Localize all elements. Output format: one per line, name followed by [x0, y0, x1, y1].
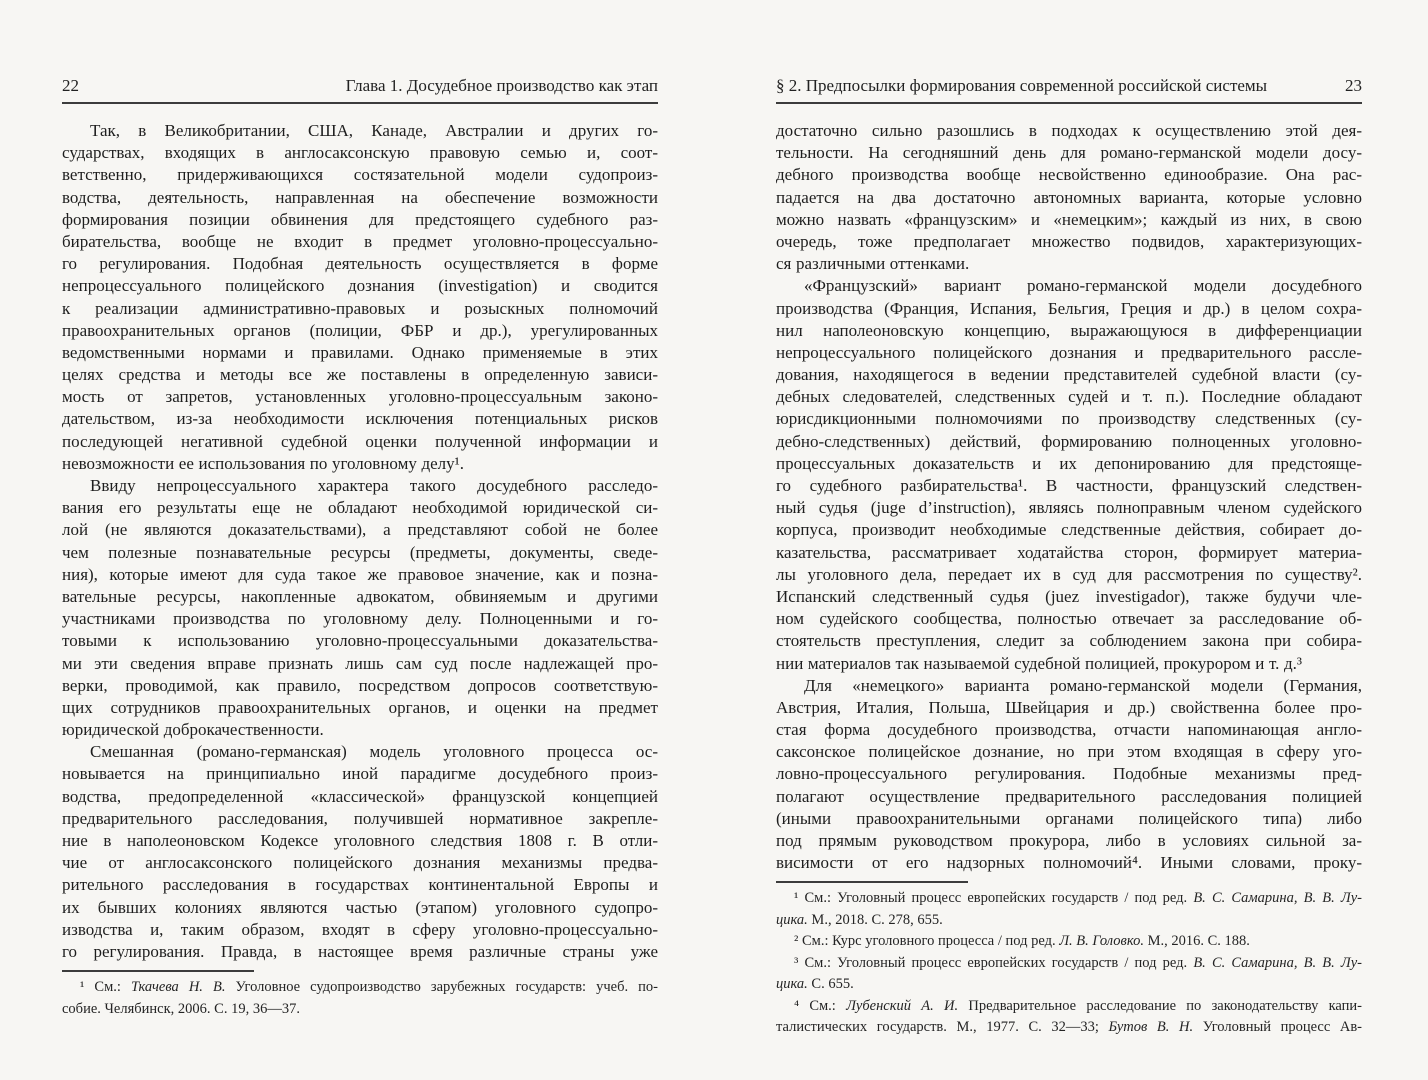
- footnote-rule-left: [62, 970, 254, 972]
- header-rule-right: [776, 102, 1362, 104]
- text-line: достаточно сильно разошлись в подходах к осуществлению этой дея-: [776, 121, 1362, 140]
- text-line: целях средства и методы все же поставлены в определенную зависи-: [62, 365, 658, 385]
- text-line: лы уголовного дела, передает их в суд для рассмотрения по существу².: [776, 564, 1362, 584]
- text-line: ние в наполеоновском Кодексе уголовного следствия 1808 г. В отли-: [62, 831, 658, 850]
- footnote-line: [776, 974, 1362, 996]
- footnote-segment: ³ См.: Уголовный процесс европейских государств / под ред.: [794, 954, 1194, 971]
- footnote-line: [62, 999, 658, 1021]
- text-line: новывается на принципиально иной парадигме досудебного произ-: [62, 764, 658, 784]
- footnote-italic-segment: Л. В. Головко.: [1059, 933, 1144, 950]
- text-line: можно назвать «французским» и «немецким»; каждый из них, в свою: [776, 209, 1362, 229]
- footnote-line: [776, 953, 1362, 975]
- text-line: правоохранительных органов (полиции, ФБР и др.), урегулированных: [62, 320, 658, 340]
- text-line: изводства и, таким образом, входят в сферу уголовно-процессуально-: [62, 919, 658, 939]
- footnotes-left: [62, 977, 658, 1020]
- text-line: участниками производства по уголовному делу. Полноценными и го-: [62, 609, 658, 629]
- text-line: непроцессуального полицейского дознания и предварительного рассле-: [776, 342, 1362, 362]
- text-line: Для «немецкого» варианта романо-германской модели (Германия,: [804, 675, 1362, 695]
- footnote-segment: собие. Челябинск, 2006. С. 19, 36—37.: [62, 1000, 300, 1017]
- text-line: юрисдикционными полномочиями по производству следственных (су-: [776, 409, 1362, 429]
- text-line: Смешанная (романо-германская) модель уголовного процесса ос-: [90, 742, 658, 762]
- footnote-italic-segment: В. С. Самарина, В. В. Лу-: [1193, 954, 1362, 971]
- footnote-line: [776, 888, 1362, 910]
- text-line: последующей негативной судебной оценки полученной информации и: [62, 431, 658, 451]
- text-line: го судебного разбирательства¹. В частности, французский следствен-: [776, 476, 1362, 495]
- text-line: ведомственными нормами и правилами. Однако применяемые в этих: [62, 342, 658, 362]
- text-line: Так, в Великобритании, США, Канаде, Австралии и других го-: [90, 121, 658, 140]
- text-line: под прямым руководством прокурора, либо в условиях сильной за-: [776, 831, 1362, 850]
- footnote-italic-segment: Бутов В. Н.: [1108, 1019, 1194, 1036]
- page-number-right: 23: [1345, 76, 1362, 95]
- footnote-italic-segment: В. С. Самарина, В. В. Лу-: [1193, 890, 1362, 907]
- running-title-right: § 2. Предпосылки формирования современной российской системы: [776, 76, 1268, 95]
- footnote-segment: талистических государств. М., 1977. С. 32—33;: [776, 1019, 1109, 1036]
- text-line: ный судья (juge d’instruction), являясь полноправным членом судейского: [776, 498, 1362, 518]
- footnote-line: [776, 931, 1362, 953]
- text-line: стая форма досудебного производства, отчасти напоминающая англо-: [776, 720, 1362, 740]
- page-number-left: 22: [62, 76, 79, 95]
- text-line: чем полезные познавательные ресурсы (предметы, документы, сведе-: [62, 542, 658, 562]
- text-line: саксонское полицейское дознание, но при этом входящая в сферу уго-: [776, 742, 1362, 762]
- text-line: висимости от его надзорных полномочий⁴. Иными словами, проку-: [776, 853, 1362, 873]
- text-line: процессуальных доказательств и их депонированию для предстояще-: [776, 453, 1362, 473]
- text-line: Испанский следственный судья (juez investigador), также будучи чле-: [776, 586, 1362, 606]
- text-line: ся различными оттенками.: [776, 254, 970, 274]
- text-line: дебных следователей, следственных судей и т. п.). Последние обладают: [776, 387, 1362, 407]
- page-right-header: [776, 76, 1362, 96]
- body-text-left: [62, 120, 658, 963]
- text-line: невозможности ее использования по уголовному делу¹.: [62, 453, 464, 473]
- footnote-italic-segment: цика.: [776, 976, 812, 993]
- footnote-line: [776, 996, 1362, 1018]
- text-line: стоятельств преступления, следит за соблюдением закона при собира-: [776, 631, 1362, 651]
- text-line: падается на два достаточно автономных варианта, которые условно: [776, 187, 1362, 207]
- text-line: нии материалов так называемой судебной полицией, прокурором и т. д.³: [776, 653, 1302, 673]
- footnote-line: [776, 910, 1362, 932]
- page-left: [62, 76, 658, 1020]
- text-line: рительного расследования в государствах континентальной Европы и: [62, 875, 658, 895]
- text-line: верки, проводимой, как правило, посредством допросов соответствую-: [62, 675, 658, 695]
- text-line: формирования позиции обвинения для предстоящего судебного раз-: [62, 209, 658, 229]
- text-line: водства, деятельность, направленная на обеспечение возможности: [62, 187, 658, 207]
- text-line: очередь, тоже предполагает множество подвидов, характеризующих-: [776, 231, 1362, 251]
- text-line: дования, находящегося в ведении представителей судебной власти (су-: [776, 365, 1362, 385]
- footnote-segment: Уголовный процесс Ав-: [1193, 1019, 1362, 1036]
- text-line: го регулирования. Правда, в настоящее время различные страны уже: [62, 941, 658, 961]
- footnote-segment: С. 655.: [811, 976, 854, 993]
- text-line: лой (не являются доказательствами), а представляют собой не более: [62, 520, 658, 540]
- footnote-segment: Уголовное судопроизводство зарубежных государств: учеб. по-: [225, 979, 658, 996]
- page-left-header: [62, 76, 658, 96]
- footnote-segment: М., 2018. С. 278, 655.: [811, 911, 943, 928]
- text-line: дебного производства вообще несвойственно единообразие. Она рас-: [776, 165, 1362, 185]
- text-line: ми эти сведения вправе признать лишь сам суд после надлежащей про-: [62, 653, 658, 673]
- running-title-left: Глава 1. Досудебное производство как этап: [345, 76, 658, 95]
- text-line: тельности. На сегодняшний день для романо-германской модели досу-: [776, 143, 1362, 163]
- text-line: дательством, из-за необходимости исключения потенциальных рисков: [62, 409, 658, 429]
- text-line: казательства, рассматривает ходатайства сторон, формирует материа-: [776, 542, 1362, 562]
- text-line: Ввиду непроцессуального характера такого досудебного расследо-: [90, 476, 658, 495]
- page-right: [776, 76, 1362, 1039]
- text-line: щих сотрудников правоохранительных органов, и оценки на предмет: [62, 697, 658, 717]
- text-line: «Французский» вариант романо-германской модели досудебного: [804, 276, 1362, 296]
- text-line: го регулирования. Подобная деятельность осуществляется в форме: [62, 254, 658, 274]
- text-line: вательные ресурсы, накопленные адвокатом, обвиняемым и другими: [62, 586, 658, 606]
- text-line: вания его результаты еще не обладают необходимой юридической си-: [62, 498, 658, 518]
- text-line: непроцессуального полицейского дознания (investigation) и сводится: [62, 276, 658, 296]
- footnotes-right: [776, 888, 1362, 1039]
- text-line: корпуса, производит необходимые следственные действия, собирает до-: [776, 520, 1362, 540]
- footnote-segment: Предварительное расследование по законодательству капи-: [958, 997, 1362, 1014]
- text-line: бирательства, вообще не входит в предмет уголовно-процессуально-: [62, 231, 658, 251]
- text-line: ном судейского сообщества, полностью отвечает за расследование об-: [776, 609, 1362, 629]
- text-line: дебно-следственных) действий, формированию полноценных уголовно-: [776, 431, 1362, 451]
- text-line: (иными правоохранительными органами полицейского типа) либо: [776, 808, 1362, 828]
- footnote-line: [776, 1017, 1362, 1039]
- footnote-line: [62, 977, 658, 999]
- text-line: ветственно, придерживающихся состязательной модели судопроиз-: [62, 165, 658, 185]
- text-line: сударствах, входящих в англосаксонскую правовую семью и, соот-: [62, 143, 658, 163]
- text-line: нил наполеоновскую концепцию, выражающуюся в дифференциации: [776, 320, 1362, 340]
- footnote-segment: ² См.: Курс уголовного процесса / под ред.: [794, 933, 1060, 950]
- body-text-right: [776, 120, 1362, 874]
- text-line: чие от англосаксонского полицейского дознания механизмы предва-: [62, 853, 658, 873]
- text-line: водства, предопределенной «классической» французской концепцией: [62, 786, 658, 806]
- text-line: к реализации административно-правовых и розыскных полномочий: [62, 298, 658, 318]
- footnote-italic-segment: Лубенский А. И.: [846, 997, 959, 1014]
- footnote-segment: ¹ См.: Уголовный процесс европейских государств / под ред.: [794, 890, 1194, 907]
- footnote-italic-segment: Ткачева Н. В.: [130, 979, 226, 996]
- footnote-segment: М., 2016. С. 188.: [1143, 933, 1250, 950]
- footnote-rule-right: [776, 881, 968, 883]
- text-line: их бывших колониях являются частью (этапом) уголовного судопро-: [62, 897, 658, 917]
- text-line: предварительного расследования, получившей нормативное закрепле-: [62, 808, 658, 828]
- text-line: полагают осуществление предварительного расследования полицией: [776, 786, 1362, 806]
- text-line: Австрия, Италия, Польша, Швейцария и др.) свойственна более про-: [776, 697, 1362, 717]
- text-line: ловно-процессуального регулирования. Подобные механизмы пред-: [776, 764, 1362, 784]
- text-line: мость от запретов, установленных уголовно-процессуальным законо-: [62, 387, 658, 407]
- text-line: ния), которые имеют для суда такое же правовое значение, как и позна-: [62, 564, 658, 584]
- header-rule-left: [62, 102, 658, 104]
- text-line: юридической доброкачественности.: [62, 720, 324, 740]
- footnote-segment: ⁴ См.:: [794, 997, 847, 1014]
- footnote-italic-segment: цика.: [776, 911, 812, 928]
- text-line: товыми к использованию уголовно-процессуальными доказательства-: [62, 631, 658, 651]
- text-line: производства (Франция, Испания, Бельгия, Греция и др.) в целом сохра-: [776, 298, 1362, 318]
- footnote-segment: ¹ См.:: [80, 979, 131, 996]
